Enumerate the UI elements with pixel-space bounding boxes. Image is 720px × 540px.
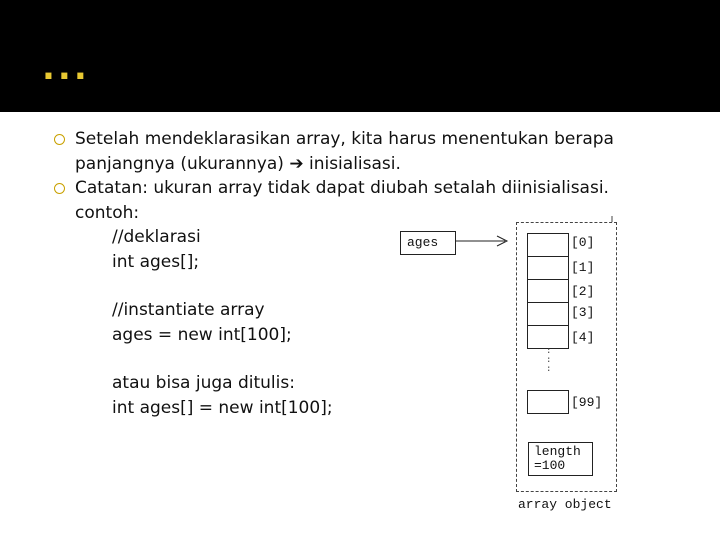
index-label: [2]	[571, 284, 595, 299]
array-cell	[527, 390, 569, 414]
array-cell	[527, 302, 569, 326]
alt-text: atau bisa juga ditulis:	[112, 373, 295, 393]
index-label: [3]	[571, 305, 595, 320]
array-cell	[527, 233, 569, 257]
code-instantiate: ages = new int[100];	[112, 324, 292, 345]
index-label: [1]	[571, 260, 595, 275]
code-declare: int ages[];	[112, 251, 200, 272]
array-cell	[527, 279, 569, 303]
index-label: [0]	[571, 235, 595, 250]
bullet-1-line-2-end: inisialisasi.	[308, 153, 401, 174]
index-label: [4]	[571, 330, 595, 345]
ellipsis-dots: : : :	[546, 346, 552, 374]
right-arrow-icon: ➔	[289, 153, 304, 174]
bullet-2-text: Catatan: ukuran array tidak dapat diubah setalah diinisialisasi.	[75, 178, 609, 198]
code-alt: int ages[] = new int[100];	[112, 397, 333, 418]
comment-instantiate: //instantiate array	[112, 300, 265, 320]
variable-box: ages	[400, 231, 456, 255]
length-value: =100	[534, 458, 566, 473]
array-cell	[527, 256, 569, 280]
comment-declare: //deklarasi	[112, 227, 201, 247]
length-label: length	[534, 444, 581, 459]
slide-title: ...	[42, 48, 90, 88]
contoh-label: contoh:	[75, 202, 140, 223]
array-object-label: array object	[518, 497, 612, 512]
index-label: [99]	[571, 395, 603, 410]
bullet-1-line-1: Setelah mendeklarasikan array, kita harus menentukan berapa	[75, 129, 614, 149]
bullet-1-line-2: panjangnya (ukurannya)	[75, 153, 284, 174]
length-field-box	[528, 442, 593, 476]
